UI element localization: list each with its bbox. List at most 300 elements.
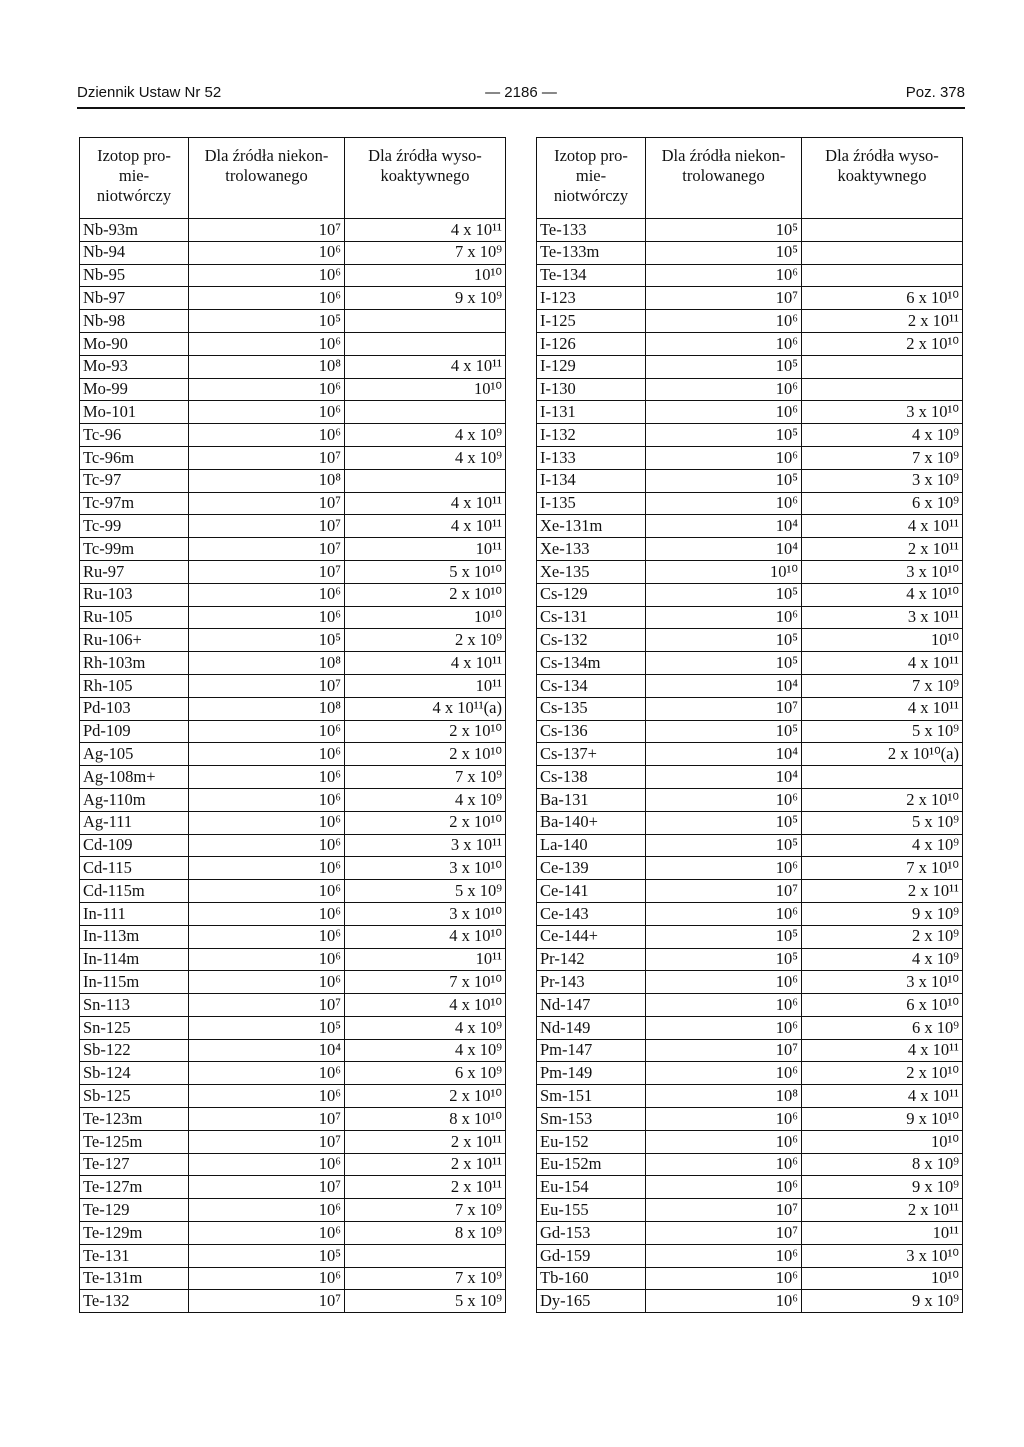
uncontrolled-limit-cell: 10⁵ <box>646 583 802 606</box>
isotope-cell: Rh-105 <box>80 674 189 697</box>
table-row <box>537 971 963 994</box>
uncontrolled-limit-cell: 10⁶ <box>189 606 345 629</box>
table-row <box>537 1130 963 1153</box>
uncontrolled-limit-cell: 10⁶ <box>189 1153 345 1176</box>
table-row <box>537 219 963 242</box>
isotope-cell: I-129 <box>537 355 646 378</box>
high-activity-limit-cell: 4 x 10¹¹ <box>802 1039 963 1062</box>
uncontrolled-limit-cell: 10⁵ <box>189 629 345 652</box>
table-row <box>80 560 506 583</box>
col-header-high-activity: Dla źródła wyso- koaktywnego <box>802 138 963 219</box>
isotope-cell: Cs-134m <box>537 652 646 675</box>
uncontrolled-limit-cell: 10⁵ <box>646 629 802 652</box>
table-row <box>80 674 506 697</box>
uncontrolled-limit-cell: 10⁷ <box>646 880 802 903</box>
isotope-cell: Ag-110m <box>80 788 189 811</box>
high-activity-limit-cell: 2 x 10¹¹ <box>802 310 963 333</box>
uncontrolled-limit-cell: 10⁶ <box>189 811 345 834</box>
isotope-cell: Ba-140+ <box>537 811 646 834</box>
table-row <box>537 1290 963 1313</box>
isotope-cell: Gd-153 <box>537 1222 646 1245</box>
high-activity-limit-cell: 4 x 10⁹ <box>345 1016 506 1039</box>
table-row <box>537 1062 963 1085</box>
journal-title: Dziennik Ustaw Nr 52 <box>77 84 222 101</box>
uncontrolled-limit-cell: 10⁷ <box>189 515 345 538</box>
high-activity-limit-cell: 10¹⁰ <box>802 1267 963 1290</box>
isotope-cell: I-132 <box>537 424 646 447</box>
uncontrolled-limit-cell: 10⁷ <box>646 287 802 310</box>
uncontrolled-limit-cell: 10⁷ <box>189 219 345 242</box>
table-row <box>537 469 963 492</box>
isotope-table-left <box>79 137 506 1313</box>
isotope-cell: In-113m <box>80 925 189 948</box>
uncontrolled-limit-cell: 10⁶ <box>646 1290 802 1313</box>
uncontrolled-limit-cell: 10⁷ <box>646 1222 802 1245</box>
table-row <box>80 652 506 675</box>
table-row <box>80 629 506 652</box>
uncontrolled-limit-cell: 10⁵ <box>189 1016 345 1039</box>
table-row <box>80 925 506 948</box>
isotope-cell: Te-133 <box>537 219 646 242</box>
isotope-cell: Xe-131m <box>537 515 646 538</box>
uncontrolled-limit-cell: 10⁵ <box>646 925 802 948</box>
uncontrolled-limit-cell: 10⁶ <box>646 1176 802 1199</box>
uncontrolled-limit-cell: 10⁶ <box>189 401 345 424</box>
uncontrolled-limit-cell: 10⁷ <box>189 994 345 1017</box>
uncontrolled-limit-cell: 10⁴ <box>646 743 802 766</box>
uncontrolled-limit-cell: 10⁶ <box>646 1016 802 1039</box>
high-activity-limit-cell: 4 x 10¹⁰ <box>802 583 963 606</box>
uncontrolled-limit-cell: 10⁶ <box>646 994 802 1017</box>
isotope-cell: Xe-135 <box>537 560 646 583</box>
isotope-cell: Te-131m <box>80 1267 189 1290</box>
high-activity-limit-cell: 4 x 10¹⁰ <box>345 925 506 948</box>
high-activity-limit-cell: 5 x 10⁹ <box>802 811 963 834</box>
table-row <box>80 902 506 925</box>
high-activity-limit-cell: 10¹¹ <box>345 538 506 561</box>
uncontrolled-limit-cell: 10⁶ <box>646 1130 802 1153</box>
high-activity-limit-cell: 2 x 10¹⁰ <box>345 811 506 834</box>
high-activity-limit-cell: 2 x 10¹⁰ <box>345 720 506 743</box>
high-activity-limit-cell: 2 x 10¹⁰(a) <box>802 743 963 766</box>
isotope-cell: Mo-93 <box>80 355 189 378</box>
table-row <box>80 219 506 242</box>
isotope-cell: Nd-149 <box>537 1016 646 1039</box>
uncontrolled-limit-cell: 10⁵ <box>646 652 802 675</box>
table-row <box>537 310 963 333</box>
isotope-cell: Sb-122 <box>80 1039 189 1062</box>
table-row <box>537 332 963 355</box>
uncontrolled-limit-cell: 10⁷ <box>646 1199 802 1222</box>
uncontrolled-limit-cell: 10⁸ <box>189 652 345 675</box>
high-activity-limit-cell: 5 x 10⁹ <box>345 880 506 903</box>
table-row <box>80 834 506 857</box>
high-activity-limit-cell: 10¹⁰ <box>802 629 963 652</box>
high-activity-limit-cell: 3 x 10¹¹ <box>345 834 506 857</box>
isotope-cell: Nb-98 <box>80 310 189 333</box>
table-row <box>537 401 963 424</box>
isotope-cell: Tc-99m <box>80 538 189 561</box>
high-activity-limit-cell: 6 x 10⁹ <box>802 492 963 515</box>
isotope-cell: Eu-152m <box>537 1153 646 1176</box>
uncontrolled-limit-cell: 10⁶ <box>646 902 802 925</box>
isotope-cell: Te-132 <box>80 1290 189 1313</box>
uncontrolled-limit-cell: 10⁷ <box>189 560 345 583</box>
high-activity-limit-cell: 4 x 10¹¹(a) <box>345 697 506 720</box>
isotope-cell: Cd-115m <box>80 880 189 903</box>
table-row <box>537 492 963 515</box>
uncontrolled-limit-cell: 10⁸ <box>646 1085 802 1108</box>
table-row <box>537 766 963 789</box>
isotope-cell: Sn-113 <box>80 994 189 1017</box>
isotope-cell: Sn-125 <box>80 1016 189 1039</box>
isotope-cell: Tc-97 <box>80 469 189 492</box>
table-row <box>537 1267 963 1290</box>
col-header-high-activity: Dla źródła wyso- koaktywnego <box>345 138 506 219</box>
high-activity-limit-cell: 7 x 10⁹ <box>345 241 506 264</box>
high-activity-limit-cell: 4 x 10¹¹ <box>802 1085 963 1108</box>
uncontrolled-limit-cell: 10⁷ <box>189 1130 345 1153</box>
high-activity-limit-cell: 6 x 10⁹ <box>345 1062 506 1085</box>
table-row <box>80 1153 506 1176</box>
table-row <box>80 743 506 766</box>
high-activity-limit-cell: 9 x 10⁹ <box>345 287 506 310</box>
isotope-cell: Ba-131 <box>537 788 646 811</box>
isotope-cell: Eu-152 <box>537 1130 646 1153</box>
high-activity-limit-cell <box>802 378 963 401</box>
uncontrolled-limit-cell: 10⁸ <box>189 469 345 492</box>
isotope-cell: Cs-135 <box>537 697 646 720</box>
high-activity-limit-cell: 2 x 10¹⁰ <box>802 788 963 811</box>
isotope-cell: Tc-97m <box>80 492 189 515</box>
isotope-cell: Cs-138 <box>537 766 646 789</box>
uncontrolled-limit-cell: 10⁶ <box>189 583 345 606</box>
isotope-cell: Gd-159 <box>537 1244 646 1267</box>
high-activity-limit-cell: 7 x 10⁹ <box>802 674 963 697</box>
high-activity-limit-cell: 10¹¹ <box>802 1222 963 1245</box>
high-activity-limit-cell: 4 x 10⁹ <box>345 1039 506 1062</box>
high-activity-limit-cell: 2 x 10⁹ <box>802 925 963 948</box>
table-row <box>80 332 506 355</box>
table-row <box>80 1244 506 1267</box>
high-activity-limit-cell: 3 x 10¹⁰ <box>802 1244 963 1267</box>
isotope-cell: Xe-133 <box>537 538 646 561</box>
table-row <box>80 583 506 606</box>
high-activity-limit-cell <box>345 332 506 355</box>
high-activity-limit-cell: 10¹⁰ <box>345 606 506 629</box>
table-row <box>80 241 506 264</box>
table-row <box>537 811 963 834</box>
col-header-isotope: Izotop pro- mie- niotwórczy <box>537 138 646 219</box>
table-row <box>537 857 963 880</box>
uncontrolled-limit-cell: 10⁶ <box>189 788 345 811</box>
high-activity-limit-cell: 2 x 10¹¹ <box>345 1153 506 1176</box>
col-header-uncontrolled: Dla źródła niekon- trolowanego <box>189 138 345 219</box>
table-row <box>537 1039 963 1062</box>
table-row <box>537 697 963 720</box>
table-row <box>537 880 963 903</box>
uncontrolled-limit-cell: 10⁶ <box>646 492 802 515</box>
table-row <box>80 994 506 1017</box>
uncontrolled-limit-cell: 10⁶ <box>646 1062 802 1085</box>
uncontrolled-limit-cell: 10⁴ <box>646 515 802 538</box>
table-row <box>537 446 963 469</box>
high-activity-limit-cell: 2 x 10¹¹ <box>345 1176 506 1199</box>
uncontrolled-limit-cell: 10⁶ <box>646 310 802 333</box>
uncontrolled-limit-cell: 10⁶ <box>189 378 345 401</box>
uncontrolled-limit-cell: 10⁷ <box>646 697 802 720</box>
table-row <box>537 1108 963 1131</box>
isotope-cell: Ru-106+ <box>80 629 189 652</box>
isotope-cell: Cd-109 <box>80 834 189 857</box>
table-row <box>537 1085 963 1108</box>
high-activity-limit-cell <box>345 469 506 492</box>
col-header-uncontrolled: Dla źródła niekon- trolowanego <box>646 138 802 219</box>
isotope-cell: Pd-103 <box>80 697 189 720</box>
high-activity-limit-cell: 10¹⁰ <box>345 264 506 287</box>
high-activity-limit-cell: 4 x 10¹¹ <box>802 652 963 675</box>
high-activity-limit-cell: 8 x 10¹⁰ <box>345 1108 506 1131</box>
uncontrolled-limit-cell: 10⁷ <box>189 538 345 561</box>
isotope-cell: Cs-129 <box>537 583 646 606</box>
high-activity-limit-cell: 2 x 10¹¹ <box>802 1199 963 1222</box>
uncontrolled-limit-cell: 10⁶ <box>189 902 345 925</box>
high-activity-limit-cell: 5 x 10¹⁰ <box>345 560 506 583</box>
high-activity-limit-cell: 10¹⁰ <box>802 1130 963 1153</box>
uncontrolled-limit-cell: 10⁶ <box>646 378 802 401</box>
table-row <box>537 355 963 378</box>
uncontrolled-limit-cell: 10⁶ <box>189 880 345 903</box>
high-activity-limit-cell: 7 x 10⁹ <box>345 1199 506 1222</box>
isotope-cell: Pm-149 <box>537 1062 646 1085</box>
uncontrolled-limit-cell: 10⁶ <box>189 1085 345 1108</box>
table-row <box>80 880 506 903</box>
isotope-cell: In-114m <box>80 948 189 971</box>
table-row <box>537 560 963 583</box>
uncontrolled-limit-cell: 10⁶ <box>189 743 345 766</box>
high-activity-limit-cell: 4 x 10⁹ <box>802 424 963 447</box>
table-row <box>80 1039 506 1062</box>
high-activity-limit-cell: 4 x 10¹¹ <box>345 219 506 242</box>
isotope-cell: Nb-93m <box>80 219 189 242</box>
table-row <box>537 925 963 948</box>
high-activity-limit-cell: 6 x 10¹⁰ <box>802 994 963 1017</box>
high-activity-limit-cell: 7 x 10⁹ <box>345 766 506 789</box>
table-row <box>80 697 506 720</box>
isotope-cell: Te-134 <box>537 264 646 287</box>
table-row <box>537 264 963 287</box>
isotope-cell: Nb-97 <box>80 287 189 310</box>
isotope-cell: Sb-124 <box>80 1062 189 1085</box>
uncontrolled-limit-cell: 10⁵ <box>646 219 802 242</box>
isotope-cell: Cs-137+ <box>537 743 646 766</box>
isotope-cell: Tb-160 <box>537 1267 646 1290</box>
isotope-cell: In-115m <box>80 971 189 994</box>
isotope-cell: Eu-155 <box>537 1199 646 1222</box>
isotope-cell: Ag-111 <box>80 811 189 834</box>
table-row <box>537 424 963 447</box>
uncontrolled-limit-cell: 10⁶ <box>646 264 802 287</box>
high-activity-limit-cell <box>802 219 963 242</box>
isotope-table-right <box>536 137 963 1313</box>
table-row <box>80 1176 506 1199</box>
high-activity-limit-cell: 7 x 10¹⁰ <box>802 857 963 880</box>
uncontrolled-limit-cell: 10¹⁰ <box>646 560 802 583</box>
isotope-cell: I-134 <box>537 469 646 492</box>
page-number: — 2186 — <box>485 84 557 101</box>
isotope-cell: Ag-108m+ <box>80 766 189 789</box>
isotope-cell: I-133 <box>537 446 646 469</box>
isotope-cell: Sm-153 <box>537 1108 646 1131</box>
table-row <box>80 424 506 447</box>
uncontrolled-limit-cell: 10⁶ <box>646 332 802 355</box>
uncontrolled-limit-cell: 10⁶ <box>646 606 802 629</box>
isotope-cell: Tc-96m <box>80 446 189 469</box>
page-header <box>77 84 965 106</box>
uncontrolled-limit-cell: 10⁶ <box>189 241 345 264</box>
isotope-cell: Ru-97 <box>80 560 189 583</box>
uncontrolled-limit-cell: 10⁶ <box>189 264 345 287</box>
isotope-cell: Te-127m <box>80 1176 189 1199</box>
table-row <box>537 378 963 401</box>
table-row <box>80 948 506 971</box>
uncontrolled-limit-cell: 10⁷ <box>189 1290 345 1313</box>
table-row <box>80 469 506 492</box>
table-row <box>537 1222 963 1245</box>
table-row <box>537 1199 963 1222</box>
isotope-cell: Pd-109 <box>80 720 189 743</box>
table-row <box>537 994 963 1017</box>
uncontrolled-limit-cell: 10⁶ <box>189 1222 345 1245</box>
isotope-cell: Eu-154 <box>537 1176 646 1199</box>
uncontrolled-limit-cell: 10⁵ <box>646 241 802 264</box>
uncontrolled-limit-cell: 10⁶ <box>646 1108 802 1131</box>
table-row <box>80 1199 506 1222</box>
high-activity-limit-cell: 4 x 10⁹ <box>345 424 506 447</box>
high-activity-limit-cell: 4 x 10⁹ <box>345 788 506 811</box>
table-row <box>80 857 506 880</box>
isotope-cell: Te-129m <box>80 1222 189 1245</box>
uncontrolled-limit-cell: 10⁶ <box>646 1267 802 1290</box>
uncontrolled-limit-cell: 10⁵ <box>189 310 345 333</box>
uncontrolled-limit-cell: 10⁶ <box>646 971 802 994</box>
uncontrolled-limit-cell: 10⁵ <box>646 720 802 743</box>
uncontrolled-limit-cell: 10⁶ <box>189 857 345 880</box>
uncontrolled-limit-cell: 10⁶ <box>189 720 345 743</box>
isotope-cell: Te-127 <box>80 1153 189 1176</box>
high-activity-limit-cell: 10¹⁰ <box>345 378 506 401</box>
high-activity-limit-cell: 9 x 10¹⁰ <box>802 1108 963 1131</box>
table-row <box>537 788 963 811</box>
isotope-cell: Dy-165 <box>537 1290 646 1313</box>
table-row <box>537 743 963 766</box>
table-row <box>537 674 963 697</box>
high-activity-limit-cell: 9 x 10⁹ <box>802 902 963 925</box>
high-activity-limit-cell: 3 x 10⁹ <box>802 469 963 492</box>
table-row <box>80 355 506 378</box>
table-row <box>537 902 963 925</box>
isotope-cell: Te-129 <box>80 1199 189 1222</box>
high-activity-limit-cell: 4 x 10¹¹ <box>802 697 963 720</box>
high-activity-limit-cell: 4 x 10¹¹ <box>345 355 506 378</box>
uncontrolled-limit-cell: 10⁶ <box>189 834 345 857</box>
isotope-cell: Tc-99 <box>80 515 189 538</box>
table-row <box>537 1176 963 1199</box>
isotope-cell: Mo-99 <box>80 378 189 401</box>
high-activity-limit-cell: 2 x 10¹¹ <box>802 538 963 561</box>
header-rule <box>77 107 965 109</box>
col-header-isotope: Izotop pro- mie- niotwórczy <box>80 138 189 219</box>
uncontrolled-limit-cell: 10⁵ <box>189 1244 345 1267</box>
uncontrolled-limit-cell: 10⁵ <box>646 834 802 857</box>
isotope-cell: Te-125m <box>80 1130 189 1153</box>
uncontrolled-limit-cell: 10⁶ <box>189 1062 345 1085</box>
isotope-cell: I-131 <box>537 401 646 424</box>
table-row <box>80 515 506 538</box>
uncontrolled-limit-cell: 10⁶ <box>646 788 802 811</box>
high-activity-limit-cell: 4 x 10⁹ <box>802 948 963 971</box>
high-activity-limit-cell: 3 x 10¹⁰ <box>802 401 963 424</box>
high-activity-limit-cell <box>345 310 506 333</box>
high-activity-limit-cell: 9 x 10⁹ <box>802 1176 963 1199</box>
table-row <box>537 1244 963 1267</box>
isotope-cell: Ag-105 <box>80 743 189 766</box>
isotope-cell: Pr-142 <box>537 948 646 971</box>
table-row <box>80 811 506 834</box>
isotope-cell: I-125 <box>537 310 646 333</box>
uncontrolled-limit-cell: 10⁶ <box>646 857 802 880</box>
table-row <box>80 720 506 743</box>
uncontrolled-limit-cell: 10⁶ <box>646 1244 802 1267</box>
table-row <box>80 606 506 629</box>
high-activity-limit-cell: 3 x 10¹⁰ <box>802 971 963 994</box>
uncontrolled-limit-cell: 10⁸ <box>189 697 345 720</box>
high-activity-limit-cell <box>802 264 963 287</box>
uncontrolled-limit-cell: 10⁶ <box>189 1199 345 1222</box>
table-row <box>537 606 963 629</box>
high-activity-limit-cell: 4 x 10¹⁰ <box>345 994 506 1017</box>
high-activity-limit-cell: 2 x 10¹⁰ <box>802 332 963 355</box>
high-activity-limit-cell: 6 x 10¹⁰ <box>802 287 963 310</box>
high-activity-limit-cell <box>345 1244 506 1267</box>
high-activity-limit-cell: 5 x 10⁹ <box>802 720 963 743</box>
high-activity-limit-cell: 2 x 10¹¹ <box>345 1130 506 1153</box>
uncontrolled-limit-cell: 10⁶ <box>189 332 345 355</box>
high-activity-limit-cell: 2 x 10¹⁰ <box>802 1062 963 1085</box>
high-activity-limit-cell: 10¹¹ <box>345 948 506 971</box>
uncontrolled-limit-cell: 10⁵ <box>646 469 802 492</box>
high-activity-limit-cell: 3 x 10¹⁰ <box>802 560 963 583</box>
isotope-cell: Te-131 <box>80 1244 189 1267</box>
isotope-cell: Mo-90 <box>80 332 189 355</box>
table-row <box>537 1016 963 1039</box>
isotope-cell: Pr-143 <box>537 971 646 994</box>
table-row <box>80 264 506 287</box>
high-activity-limit-cell: 7 x 10⁹ <box>802 446 963 469</box>
uncontrolled-limit-cell: 10⁷ <box>189 492 345 515</box>
isotope-cell: Ce-144+ <box>537 925 646 948</box>
isotope-cell: Ce-143 <box>537 902 646 925</box>
table-row <box>537 834 963 857</box>
table-row <box>537 1153 963 1176</box>
table-row <box>80 378 506 401</box>
uncontrolled-limit-cell: 10⁶ <box>189 925 345 948</box>
table-row <box>80 971 506 994</box>
uncontrolled-limit-cell: 10⁵ <box>646 424 802 447</box>
high-activity-limit-cell: 8 x 10⁹ <box>802 1153 963 1176</box>
table-row <box>80 1222 506 1245</box>
uncontrolled-limit-cell: 10⁶ <box>646 1153 802 1176</box>
